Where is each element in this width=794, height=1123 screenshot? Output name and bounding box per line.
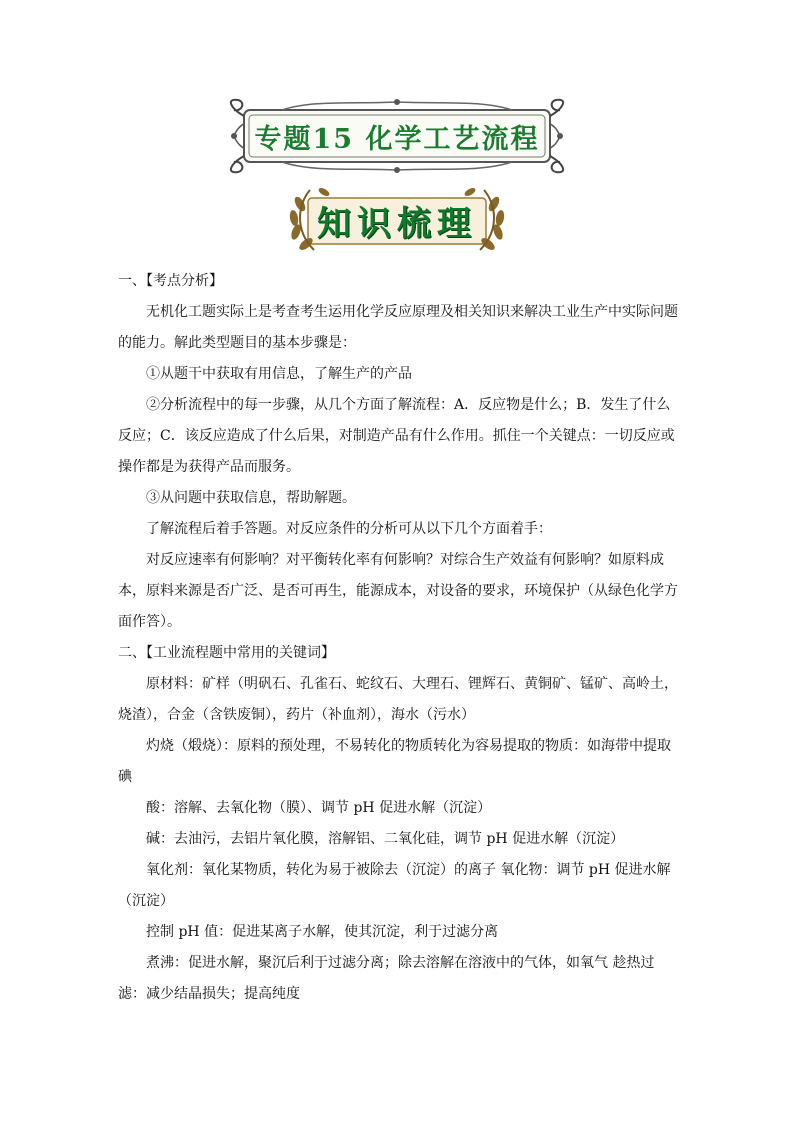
section-keywords xyxy=(118,638,678,1010)
paragraph: 酸：溶解、去氧化物（膜）、调节 pH 促进水解（沉淀） xyxy=(146,800,492,816)
paragraph: 无机化工题实际上是考查考生运用化学反应原理及相关知识来解决工业生产中实际问题的能力。解此类型题目的基本步骤是： xyxy=(118,304,678,351)
paragraph: 原材料：矿样（明矾石、孔雀石、蛇纹石、大理石、锂辉石、黄铜矿、锰矿、高岭土，烧渣），合金（含铁废铜），药片（补血剂），海水（污水） xyxy=(118,676,678,723)
paragraph: 对反应速率有何影响？对平衡转化率有何影响？对综合生产效益有何影响？如原料成本，原料来源是否广泛、是否可再生，能源成本，对设备的要求，环境保护（从绿色化学方面作答）。 xyxy=(118,552,678,630)
paragraph: 煮沸：促进水解，聚沉后利于过滤分离；除去溶解在溶液中的气体，如氧气 趁热过滤：减少结晶损失；提高纯度 xyxy=(118,955,655,1002)
page-title: 专题15 化学工艺流程 xyxy=(254,123,540,155)
paragraph: 碱：去油污，去铝片氧化膜，溶解铝、二氧化硅，调节 pH 促进水解（沉淀） xyxy=(146,831,625,847)
document-body xyxy=(118,266,678,1010)
badge-title: 知识梳理 xyxy=(317,203,477,244)
section-heading: 二、【工业流程题中常用的关键词】 xyxy=(118,645,335,661)
paragraph: 控制 pH 值：促进某离子水解，使其沉淀，利于过滤分离 xyxy=(146,924,499,940)
paragraph: ③从问题中获取信息，帮助解题。 xyxy=(146,490,356,506)
paragraph: 氧化剂：氧化某物质，转化为易于被除去（沉淀）的离子 氧化物：调节 pH 促进水解（沉淀） xyxy=(118,862,671,909)
section-badge xyxy=(284,186,510,254)
paragraph: 了解流程后着手答题。对反应条件的分析可从以下几个方面着手： xyxy=(146,521,552,537)
paragraph: ①从题干中获取有用信息，了解生产的产品 xyxy=(146,366,412,382)
paragraph: 灼烧（煅烧）：原料的预处理，不易转化的物质转化为容易提取的物质：如海带中提取碘 xyxy=(118,738,671,785)
title-banner xyxy=(222,96,572,176)
section-exam-analysis xyxy=(118,266,678,638)
paragraph: ②分析流程中的每一步骤，从几个方面了解流程：A．反应物是什么；B．发生了什么反应；C．该反应造成了什么后果，对制造产品有什么作用。抓住一个关键点：一切反应或操作都是为获得产品而服务。 xyxy=(118,397,675,475)
section-heading: 一、【考点分析】 xyxy=(118,273,223,289)
